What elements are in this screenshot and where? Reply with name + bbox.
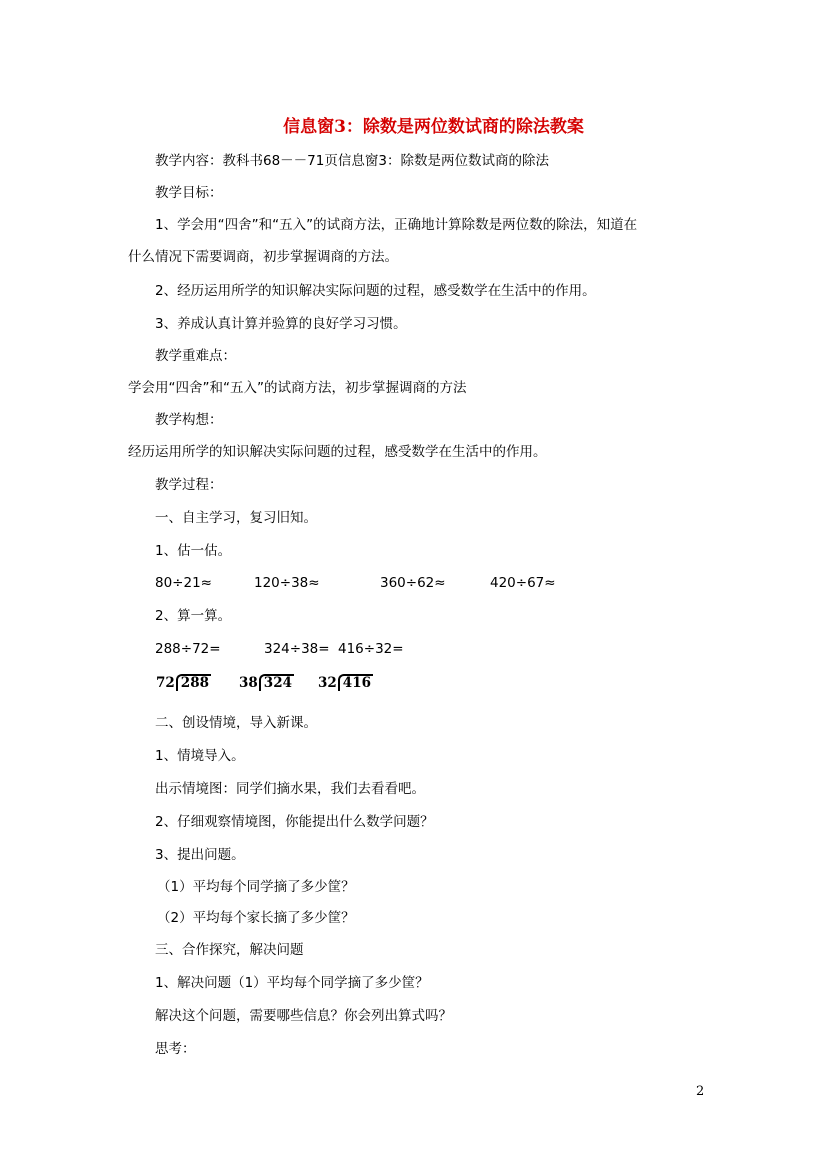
dividend: 288	[176, 674, 211, 691]
estimate-item: 80÷21≈	[155, 575, 212, 591]
section-2-questions: 3、提出问题。	[155, 847, 245, 863]
goal-1-line-b: 什么情况下需要调商，初步掌握调商的方法。	[128, 249, 398, 265]
teaching-content: 教学内容：教科书68－－71页信息窗3：除数是两位数试商的除法	[155, 153, 549, 169]
long-division	[156, 674, 211, 691]
section-1-calculate: 2、算一算。	[155, 608, 232, 624]
document-title: 信息窗3：除数是两位数试商的除法教案	[283, 117, 584, 137]
section-2-observe: 2、仔细观察情境图，你能提出什么数学问题？	[155, 814, 434, 830]
divisor: 72	[156, 675, 175, 691]
key-points-heading: 教学重难点：	[155, 348, 236, 364]
concept: 经历运用所学的知识解决实际问题的过程，感受数学在生活中的作用。	[128, 444, 547, 460]
calc-item: 324÷38=	[264, 641, 330, 657]
section-3: 三、合作探究，解决问题	[155, 942, 304, 958]
section-2: 二、创设情境，导入新课。	[155, 715, 317, 731]
question-1: （1）平均每个同学摘了多少筐？	[157, 879, 355, 895]
goal-3: 3、养成认真计算并验算的良好学习习惯。	[155, 316, 407, 332]
section-1-estimate: 1、估一估。	[155, 543, 232, 559]
estimate-item: 120÷38≈	[254, 575, 320, 591]
page-number: 2	[696, 1084, 705, 1099]
long-division	[239, 674, 294, 691]
calc-item: 416÷32=	[338, 641, 404, 657]
question-2: （2）平均每个家长摘了多少筐？	[157, 910, 355, 926]
concept-heading: 教学构想：	[155, 412, 223, 428]
estimate-item: 360÷62≈	[380, 575, 446, 591]
goals-heading: 教学目标：	[155, 185, 223, 201]
calc-item: 288÷72=	[155, 641, 221, 657]
process-heading: 教学过程：	[155, 477, 223, 493]
long-division	[318, 674, 373, 691]
goal-1-line-a: 1、学会用“四舍”和“五入”的试商方法，正确地计算除数是两位数的除法，知道在	[155, 217, 638, 233]
section-3-ask: 解决这个问题，需要哪些信息？你会列出算式吗？	[155, 1008, 452, 1024]
section-1: 一、自主学习，复习旧知。	[155, 510, 317, 526]
think: 思考：	[155, 1041, 196, 1057]
estimate-item: 420÷67≈	[490, 575, 556, 591]
dividend: 416	[338, 674, 373, 691]
divisor: 32	[318, 675, 337, 691]
key-points: 学会用“四舍”和“五入”的试商方法，初步掌握调商的方法	[128, 380, 467, 396]
section-3-problem-1: 1、解决问题（1）平均每个同学摘了多少筐？	[155, 975, 429, 991]
show-scene: 出示情境图：同学们摘水果，我们去看看吧。	[155, 781, 425, 797]
dividend: 324	[259, 674, 294, 691]
divisor: 38	[239, 675, 258, 691]
goal-2: 2、经历运用所学的知识解决实际问题的过程，感受数学在生活中的作用。	[155, 283, 596, 299]
section-2-intro: 1、情境导入。	[155, 748, 245, 764]
